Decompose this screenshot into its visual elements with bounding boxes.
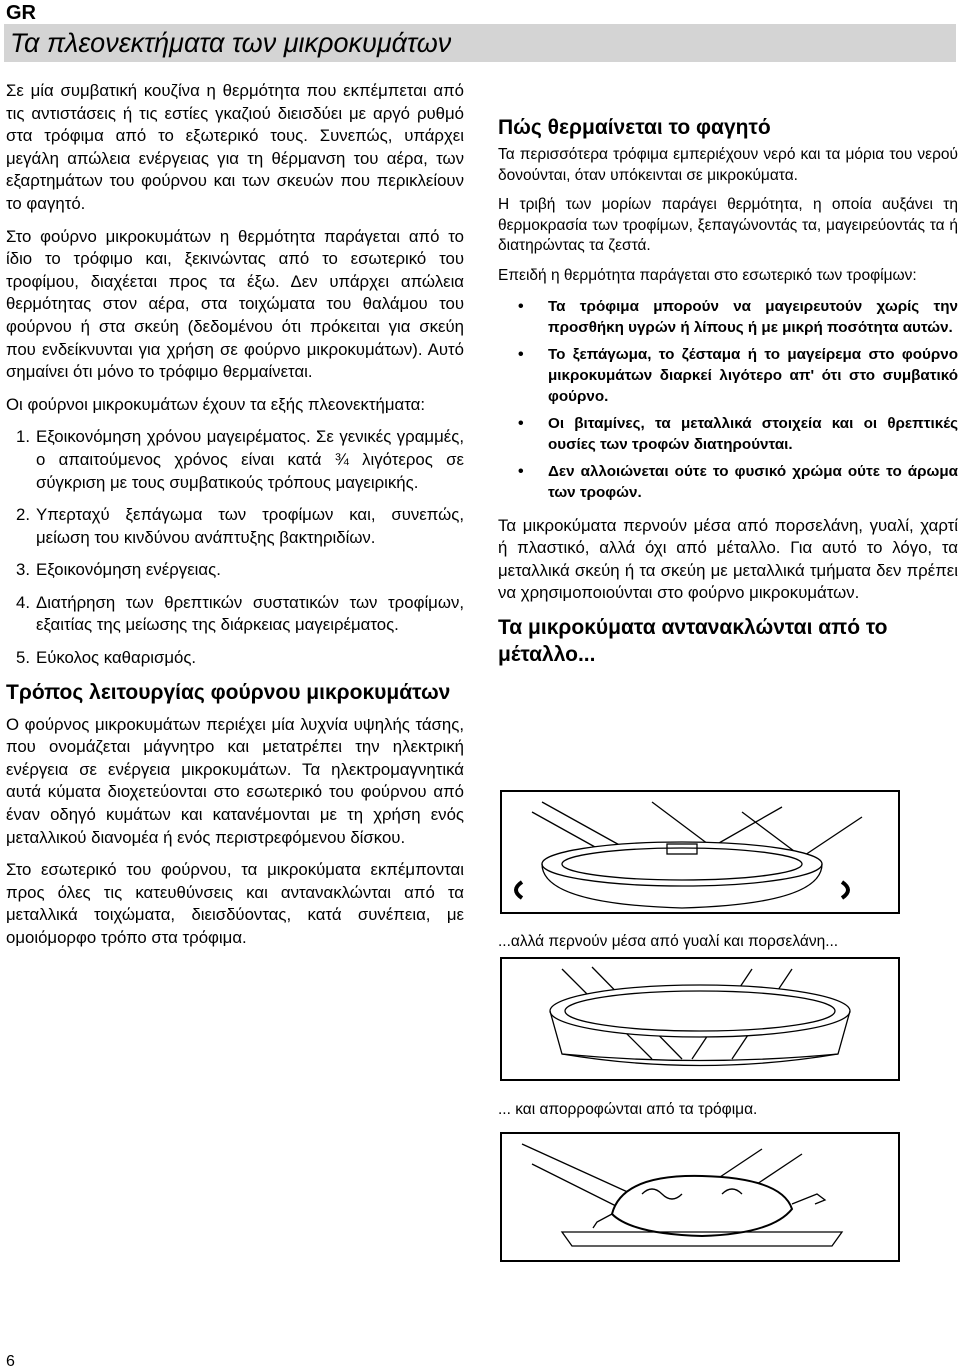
- list-item: • Δεν αλλοιώνεται ούτε το φυσικό χρώμα ούτε το άρωμα των τροφών.: [518, 462, 958, 501]
- list-item: • Το ξεπάγωμα, το ζέσταμα ή το μαγείρεμα στο φούρνο μικροκυμάτων διαρκεί λιγότερο απ' ότι στο συμβατικό φούρνο.: [518, 345, 958, 405]
- list-item: • Τα τρόφιμα μπορούν να μαγειρευτούν χωρίς την προσθήκη υγρών ή λίπους ή με μικρή ποσότητα αυτών.: [518, 297, 958, 336]
- water-molecules-paragraph: Τα περισσότερα τρόφιμα εμπεριέχουν νερό και τα μόρια του νερού δονούνται, όταν υπόκεινται σε μικροκύματα.: [498, 146, 958, 184]
- figure-glass-dish: [500, 957, 900, 1081]
- advantages-intro: Οι φούρνοι μικροκυμάτων έχουν τα εξής πλεονεκτήματα:: [6, 394, 426, 414]
- bullet-icon: •: [518, 462, 524, 480]
- list-item: 2. Υπερταχύ ξεπάγωμα των τροφίμων και, συνεπώς, μείωση του κινδύνου ανάπτυξης βακτηριδίων.: [16, 505, 464, 547]
- figure-metal-pot: [500, 790, 900, 914]
- reflection-paragraph: Στο εσωτερικό του φούρνου, τα μικροκύματα εκπέμπονται προς όλες τις κατευθύνσεις και αντανακλώνται από τα μεταλλικά τοιχώματα, διεισδύοντας, κατά συνέπεια, με ομοιόμορφο τρόπο στα τρόφιμα.: [6, 860, 464, 947]
- caption-glass: ...αλλά περνούν μέσα από γυαλί και πορσελάνη...: [498, 933, 839, 950]
- inside-food-paragraph: Επειδή η θερμότητα παράγεται στο εσωτερικό των τροφίμων:: [498, 266, 917, 284]
- section-title-operation: Τρόπος λειτουργίας φούρνου μικροκυμάτων: [6, 680, 451, 704]
- heading-how-food-heats: Πώς θερμαίνεται το φαγητό: [498, 116, 771, 139]
- page-number: 6: [6, 1353, 15, 1370]
- bullet-icon: •: [518, 414, 524, 432]
- caption-food: ... και απορροφώνται από τα τρόφιμα.: [498, 1101, 758, 1118]
- intro-paragraph: Σε μία συμβατική κουζίνα η θερμότητα που εκπέμπεται από τις αντιστάσεις ή τις εστίες γκαζιού διεισδύει με αργό ρυθμό στα τρόφιμα από το εξωτερικό τους. Συνεπώς, υπάρχει μεγάλη απώλεια ενέργειας για τη θέρμανση του αέρα, των εξαρτημάτων του φούρνου και των σκευών που περικλείουν το φαγητό.: [6, 81, 464, 213]
- benefits-list: [498, 296, 958, 503]
- list-item: 3. Εξοικονόμηση ενέργειας.: [16, 560, 221, 580]
- advantages-list: [6, 426, 464, 669]
- microwave-heat-paragraph: Στο φούρνο μικροκυμάτων η θερμότητα παράγεται από το ίδιο το τρόφιμο και, ξεκινώντας από το εσωτερικό του τροφίμου, διαχέεται προς τα έξω. Δεν υπάρχει απώλεια θερμότητας στον αέρα, στα τοιχώματα του θαλάμου του φούρνου ή στα σκεύη (δεδομένου ότι πρόκειται για σκεύη που ενδείκνυνται για χρήση σε φούρνο μικροκυμάτων). Αυτό σημαίνει ότι μόνο το τρόφιμο θερμαίνεται.: [6, 226, 464, 382]
- bullet-icon: •: [518, 345, 524, 363]
- magnetron-paragraph: Ο φούρνος μικροκυμάτων περιέχει μία λυχνία υψηλής τάσης, που ονομάζεται μάγνητρο και μετατρέπει την ηλεκτρική ενέργεια σε ενέργεια μικροκυμάτων. Τα ηλεκτρομαγνητικά αυτά κύματα διοχετεύονται στο εσωτερικό του φούρνου από έναν οδηγό κυμάτων και κατανέμονται με τη χρήση ενός μεταλλικού διανομέα ή ενός περιστρεφόμενου δίσκου.: [6, 714, 464, 847]
- list-item: 5. Εύκολος καθαρισμός.: [16, 648, 197, 668]
- header-bar: [4, 24, 956, 62]
- list-item: 1. Εξοικονόμηση χρόνου μαγειρέματος. Σε γενικές γραμμές, ο απαιτούμενος χρόνος είναι κατά ¾ λιγότερος σε σύγκριση με τους συμβατικούς τρόπους μαγειρικής.: [16, 427, 464, 492]
- language-code: GR: [6, 2, 36, 24]
- list-item: • Οι βιταμίνες, τα μεταλλικά στοιχεία και οι θρεπτικές ουσίες των τροφών διατηρούνται.: [518, 414, 958, 453]
- bullet-icon: •: [518, 297, 524, 315]
- page-title: Τα πλεονεκτήματα των μικροκυμάτων: [10, 28, 452, 58]
- figure-roast: [500, 1132, 900, 1262]
- right-column: [498, 114, 958, 672]
- friction-paragraph: Η τριβή των μορίων παράγει θερμότητα, η οποία αυξάνει τη θερμοκρασία των τροφίμων, ξεπαγώνοντάς τα, μαγειρεύοντάς τα ή διατηρώντας τα ζεστά.: [498, 196, 958, 255]
- heading-metal-reflects: Τα μικροκύματα αντανακλώνται από το μέταλλο...: [498, 615, 888, 666]
- left-column: [6, 80, 464, 960]
- list-item: 4. Διατήρηση των θρεπτικών συστατικών των τροφίμων, εξαιτίας της μείωσης της διάρκειας μαγειρέματος.: [16, 592, 464, 635]
- materials-paragraph: Τα μικροκύματα περνούν μέσα από πορσελάνη, γυαλί, χαρτί ή πλαστικό, αλλά όχι από μέταλλο. Για αυτό το λόγο, τα μεταλλικά σκεύη ή τα σκεύη με μεταλλικά τμήματα δεν πρέπει να χρησιμοποιούνται στο φούρνο μικροκυμάτων.: [498, 515, 958, 603]
